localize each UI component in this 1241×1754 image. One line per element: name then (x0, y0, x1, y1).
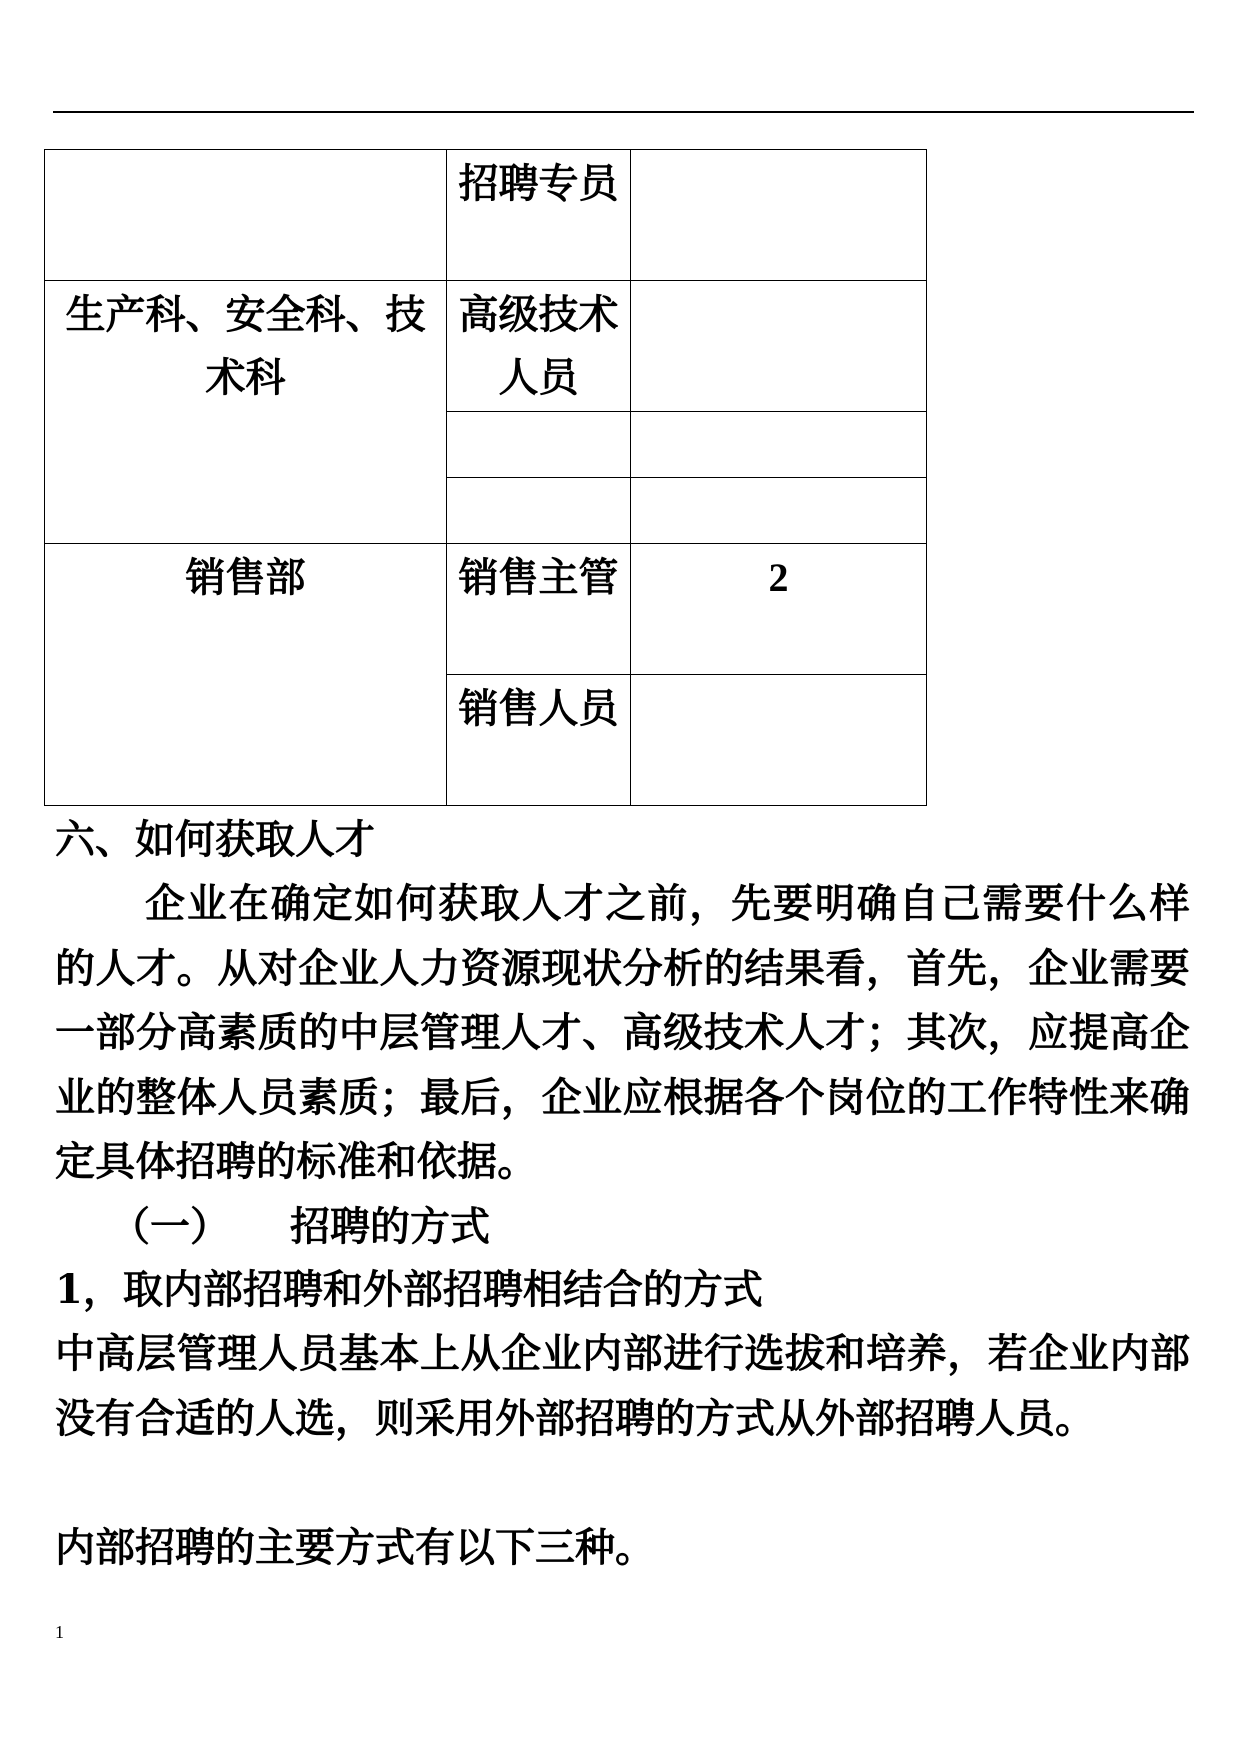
methods-paragraph: 内部招聘的主要方式有以下三种。 (55, 1524, 655, 1571)
section-heading: 六、如何获取人才 (55, 816, 375, 863)
position-cell (447, 412, 631, 478)
dept-cell: 生产科、安全科、技术科 (45, 281, 447, 544)
subsection-title: 招聘的方式 (290, 1203, 490, 1250)
page-number: 1 (55, 1622, 64, 1642)
position-cell (447, 478, 631, 544)
count-cell (631, 412, 927, 478)
header-rule (53, 111, 1194, 113)
count-cell (631, 281, 927, 412)
table-row (45, 544, 927, 675)
table-row (45, 281, 927, 412)
count-cell (631, 675, 927, 806)
position-cell: 销售主管 (447, 544, 631, 675)
count-cell: 2 (631, 544, 927, 675)
subsection-heading (110, 1195, 1241, 1259)
position-cell: 招聘专员 (447, 150, 631, 281)
dept-cell (45, 150, 447, 281)
item-heading: 1，取内部招聘和外部招聘相结合的方式 (55, 1266, 763, 1313)
subsection-number: （一） (110, 1203, 230, 1250)
count-cell (631, 150, 927, 281)
recruitment-table (44, 149, 927, 806)
position-cell: 高级技术人员 (447, 281, 631, 412)
intro-paragraph: 企业在确定如何获取人才之前，先要明确自己需要什么样的人才。从对企业人力资源现状分析的结果看，首先，企业需要一部分高素质的中层管理人才、高级技术人才；其次，应提高企业的整体人员素质；最后，企业应根据各个岗位的工作特性来确定具体招聘的标准和依据。 (55, 880, 1190, 1185)
item-paragraph: 中高层管理人员基本上从企业内部进行选拔和培养，若企业内部没有合适的人选，则采用外部招聘的方式从外部招聘人员。 (55, 1330, 1190, 1442)
table-row (45, 150, 927, 281)
count-cell (631, 478, 927, 544)
dept-cell: 销售部 (45, 544, 447, 806)
position-cell: 销售人员 (447, 675, 631, 806)
